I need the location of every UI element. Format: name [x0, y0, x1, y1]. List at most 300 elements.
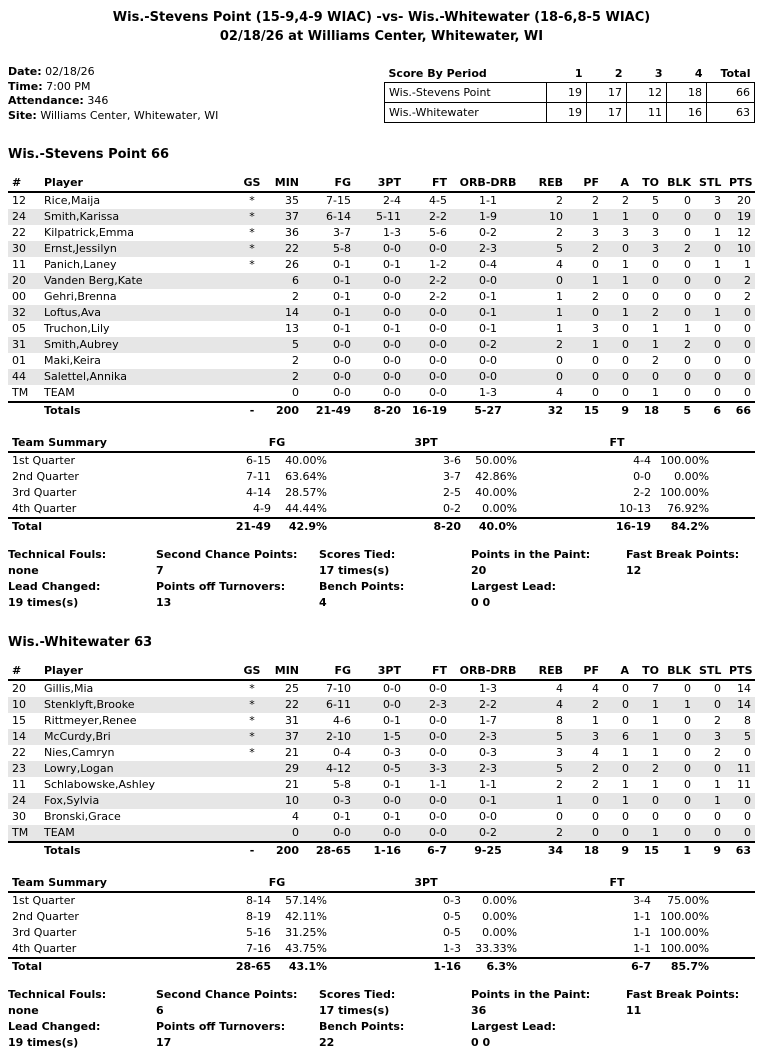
stat-cell: 0 [622, 714, 629, 727]
total-score: 63 [707, 103, 755, 123]
stat-cell: 1 [622, 746, 629, 759]
stat-cell: 11 [737, 778, 751, 791]
stat-cell: 1 [652, 322, 659, 335]
stat-cell: 2-3 [405, 697, 451, 713]
stat-cell: 1 [714, 258, 721, 271]
stat-cell: 0-0 [405, 337, 451, 353]
player-name: Nies,Camryn [44, 746, 115, 759]
player-row [8, 761, 755, 777]
period-score: 16 [667, 103, 707, 123]
column-header: BLK [663, 663, 695, 680]
stat-cell: 0 [567, 793, 603, 809]
stat-cell: 4 [556, 682, 563, 695]
summary-quarter-row [8, 469, 755, 485]
column-header: Player [40, 175, 239, 192]
stat-cell: 0 [265, 825, 303, 842]
stat-cell: 22 [12, 226, 26, 239]
summary-ft-header: FT [521, 875, 713, 892]
stat-cell: * [249, 258, 255, 271]
stat-cell: 0-3 [303, 793, 355, 809]
stat-cell: 37 [265, 209, 303, 225]
stat-cell: 0-0 [429, 322, 447, 335]
summary-spacer-cell [713, 501, 755, 518]
summary-row-label: Total [8, 958, 223, 975]
summary-fg-header: FG [223, 435, 331, 452]
summary-stat-cell: 1-16 [331, 958, 465, 975]
stat-cell: 0-0 [355, 305, 405, 321]
summary-row-label: 1st Quarter [12, 454, 76, 467]
stat-cell: 10 [525, 209, 567, 225]
totals-row [8, 842, 755, 859]
stat-cell: 1 [633, 825, 663, 842]
stat-cell: 0-0 [405, 793, 451, 809]
stat-cell: 0 [684, 682, 691, 695]
stat-cell [239, 321, 265, 337]
stat-cell: 0 [292, 386, 299, 399]
stat-cell: 0 [567, 369, 603, 385]
stat-cell: 13 [285, 322, 299, 335]
player-name: Maki,Keira [44, 354, 101, 367]
totals-cell: 21-49 [303, 402, 355, 419]
stat-cell: 0 [592, 386, 599, 399]
summary-stat-cell: 84.2% [655, 518, 713, 535]
stat-cell: 0 [714, 290, 721, 303]
stat-cell: 2-10 [303, 729, 355, 745]
stat-cell: 2 [744, 290, 751, 303]
totals-cell: 15 [567, 402, 603, 419]
stat-cell: 0 [633, 209, 663, 225]
stat-cell: 1 [652, 746, 659, 759]
summary-stat-cell: 4-4 [633, 454, 652, 467]
summary-stat-cell: 0.00% [482, 502, 518, 515]
stat-cell: 3 [633, 241, 663, 257]
stat-cell: 12 [737, 226, 751, 239]
player-row [8, 257, 755, 273]
stat-cell: 1 [695, 793, 725, 809]
stat-cell: 0 [714, 354, 721, 367]
summary-stat-cell: 75.00% [667, 894, 710, 907]
stat-cell: 0 [695, 369, 725, 385]
stat-cell: 0 [633, 793, 663, 809]
summary-stat-cell: 40.00% [475, 486, 518, 499]
player-name: Ernst,Jessilyn [40, 241, 239, 257]
stat-cell: 0 [744, 386, 751, 399]
summary-stat-cell: 0-2 [443, 502, 462, 515]
stat-cell: 1 [652, 386, 659, 399]
summary-stat-cell: 3-4 [633, 894, 652, 907]
totals-row [8, 402, 755, 419]
team-summary-header-row [8, 435, 755, 452]
points-in-paint-note: Points in the Paint: 36 [471, 988, 591, 1017]
stat-cell: 2 [663, 241, 695, 257]
player-row [8, 713, 755, 729]
stat-cell: 3 [592, 226, 599, 239]
score-row-home [385, 83, 755, 103]
stat-cell: 14 [725, 697, 755, 713]
summary-quarter-row [8, 925, 755, 941]
stat-cell: 1 [633, 337, 663, 353]
player-row [8, 273, 755, 289]
team-notes [8, 987, 755, 1051]
summary-stat-cell: 42.9% [275, 518, 331, 535]
summary-stat-cell: 100.00% [660, 942, 710, 955]
stat-cell: 10 [725, 241, 755, 257]
stat-cell: 12 [12, 194, 26, 207]
stat-cell: 19 [725, 209, 755, 225]
stat-cell: 0-1 [333, 258, 351, 271]
player-row [8, 209, 755, 225]
totals-cell: 200 [265, 402, 303, 419]
column-header: PF [567, 663, 603, 680]
points-in-paint-note: Points in the Paint: 20 [471, 548, 591, 577]
stat-cell: 1-1 [479, 194, 497, 207]
player-row [8, 729, 755, 745]
stat-cell: 20 [737, 194, 751, 207]
stat-cell: 0 [525, 369, 567, 385]
stat-cell: 21 [285, 778, 299, 791]
stat-cell: 1 [603, 305, 633, 321]
player-row [8, 192, 755, 209]
player-name: Rice,Maija [44, 194, 101, 207]
stat-cell: 0-0 [303, 337, 355, 353]
column-header: 3PT [355, 663, 405, 680]
stat-cell: 0-0 [429, 354, 447, 367]
box-score-table [8, 663, 755, 859]
player-row [8, 793, 755, 809]
summary-spacer-cell [713, 485, 755, 501]
team-name: Wis.-Stevens Point [385, 83, 547, 103]
notes-spacer [626, 579, 755, 611]
stat-cell: 0-0 [383, 354, 401, 367]
stat-cell: 4 [556, 258, 563, 271]
stat-cell: 0 [695, 273, 725, 289]
player-row [8, 241, 755, 257]
stat-cell: 0-0 [405, 729, 451, 745]
stat-cell: 20 [12, 682, 26, 695]
stat-cell: 0 [525, 273, 567, 289]
player-name: TEAM [40, 825, 239, 842]
summary-stat-cell: 85.7% [655, 958, 713, 975]
summary-row-label: 3rd Quarter [12, 486, 77, 499]
column-header: 3PT [355, 175, 405, 192]
stat-cell: 1-2 [429, 258, 447, 271]
date-value: 02/18/26 [45, 65, 95, 78]
summary-spacer-cell [713, 941, 755, 958]
scores-tied-note: Scores Tied: 17 times(s) [319, 548, 396, 577]
player-name: Vanden Berg,Kate [40, 273, 239, 289]
summary-stat-cell: 33.33% [475, 942, 518, 955]
stat-cell: 5-11 [355, 209, 405, 225]
column-header: STL [695, 663, 725, 680]
stat-cell: 0 [622, 322, 629, 335]
page-subtitle: 02/18/26 at Williams Center, Whitewater, WI [219, 29, 544, 44]
stat-cell: 2 [556, 194, 563, 207]
summary-stat-cell: 0.00% [482, 910, 518, 923]
totals-cell: 66 [725, 402, 755, 419]
summary-spacer [713, 435, 755, 452]
summary-stat-cell: 28.57% [285, 486, 328, 499]
totals-cell: 9-25 [451, 842, 525, 859]
stat-cell: 0-1 [303, 273, 355, 289]
stat-cell: 0 [714, 810, 721, 823]
stat-cell: 36 [285, 226, 299, 239]
player-row [8, 321, 755, 337]
summary-stat-cell: 40.0% [465, 518, 521, 535]
totals-cell: 1 [663, 842, 695, 859]
player-row [8, 697, 755, 713]
fast-break-points-note: Fast Break Points: 11 [626, 988, 740, 1017]
summary-stat-cell: 28-65 [223, 958, 275, 975]
column-header: FT [405, 663, 451, 680]
stat-cell: 2-3 [451, 761, 525, 777]
stat-cell: 2-2 [405, 273, 451, 289]
player-row [8, 337, 755, 353]
score-by-period-title: Score By Period [388, 67, 487, 80]
stat-cell: * [239, 697, 265, 713]
stat-cell: 2 [592, 194, 599, 207]
summary-stat-cell: 100.00% [660, 910, 710, 923]
stat-cell: 0 [592, 354, 599, 367]
stat-cell: 0-3 [383, 746, 401, 759]
stat-cell: 7-15 [326, 194, 351, 207]
totals-cell: 18 [567, 842, 603, 859]
stat-cell: 1 [714, 226, 721, 239]
summary-stat-cell: 31.25% [285, 926, 328, 939]
stat-cell: * [249, 226, 255, 239]
bench-points-note: Bench Points: 4 [319, 580, 405, 609]
stat-cell: 5 [525, 761, 567, 777]
stat-cell: 0 [663, 761, 695, 777]
stat-cell: 0-0 [405, 825, 451, 842]
stat-cell: 1 [525, 305, 567, 321]
column-header: TO [633, 175, 663, 192]
stat-cell: 0-1 [333, 810, 351, 823]
stat-cell: 0-0 [451, 369, 525, 385]
stat-cell: 0-0 [355, 697, 405, 713]
page-header [8, 0, 755, 46]
stat-cell: 0 [603, 241, 633, 257]
stat-cell: 11 [12, 258, 26, 271]
team-summary-body [8, 892, 755, 975]
stat-cell: 4-12 [303, 761, 355, 777]
player-row [8, 745, 755, 761]
stat-cell: 0-0 [479, 354, 497, 367]
stat-cell: 0-0 [355, 337, 405, 353]
team-summary-table [8, 435, 755, 535]
stat-cell: 0-0 [333, 354, 351, 367]
totals-cell: 34 [525, 842, 567, 859]
totals-cell: 6-7 [405, 842, 451, 859]
summary-spacer [713, 875, 755, 892]
stat-cell: 21 [285, 746, 299, 759]
totals-cell: 8-20 [355, 402, 405, 419]
stat-cell: 10 [8, 697, 40, 713]
totals-cell: 5 [663, 402, 695, 419]
stat-cell: 1 [684, 322, 691, 335]
stat-cell: 1-7 [479, 714, 497, 727]
summary-stat-cell: 100.00% [660, 926, 710, 939]
stat-cell [239, 793, 265, 809]
totals-cell: - [239, 402, 265, 419]
column-header: ORB-DRB [451, 175, 525, 192]
stat-cell: 2 [567, 697, 603, 713]
column-header: GS [239, 663, 265, 680]
player-name: Panich,Laney [44, 258, 117, 271]
stat-cell: 0 [684, 778, 691, 791]
summary-stat-cell: 0.00% [674, 470, 710, 483]
stat-cell: 0 [725, 305, 755, 321]
stat-cell: 7-10 [326, 682, 351, 695]
stat-cell: 0 [663, 209, 695, 225]
game-date-line [8, 65, 384, 80]
stat-cell: * [249, 194, 255, 207]
stat-cell: 0 [695, 761, 725, 777]
stat-cell: 2 [525, 825, 567, 842]
column-header: # [8, 663, 40, 680]
score-by-period-table [384, 65, 755, 123]
stat-cell: 0 [725, 337, 755, 353]
period-1-header: 1 [574, 67, 583, 80]
stat-cell: 0-0 [405, 241, 451, 257]
stat-cell: 4 [592, 682, 599, 695]
period-score: 17 [587, 83, 627, 103]
summary-stat-cell: 8-14 [246, 894, 271, 907]
summary-stat-cell: 1-3 [443, 942, 462, 955]
largest-lead-note: Largest Lead: 0 0 [471, 580, 556, 609]
stat-cell: 0 [714, 682, 721, 695]
stat-cell: 2-3 [451, 729, 525, 745]
summary-stat-cell: 100.00% [660, 486, 710, 499]
summary-spacer-cell [713, 909, 755, 925]
stat-cell: 3-3 [405, 761, 451, 777]
stat-cell [239, 289, 265, 305]
stat-cell: 44 [8, 369, 40, 385]
totals-cell: 6 [695, 402, 725, 419]
stat-cell: 0 [663, 729, 695, 745]
stat-cell: 25 [285, 682, 299, 695]
stat-cell: 0 [684, 746, 691, 759]
stat-cell: 0 [695, 241, 725, 257]
stat-cell: 1 [633, 729, 663, 745]
stat-cell: 0 [714, 322, 721, 335]
summary-stat-cell: 4-14 [246, 486, 271, 499]
stat-cell: 10 [265, 793, 303, 809]
summary-quarter-row [8, 941, 755, 958]
stat-cell: 0 [603, 369, 633, 385]
stat-cell: 24 [8, 793, 40, 809]
player-row [8, 369, 755, 385]
team-summary-table [8, 875, 755, 975]
summary-stat-cell: 1-1 [633, 942, 652, 955]
stat-cell: 24 [8, 209, 40, 225]
totals-cell: 9 [695, 842, 725, 859]
stat-cell: 4 [525, 697, 567, 713]
stat-cell: 0 [695, 697, 725, 713]
stat-cell: 5-6 [429, 226, 447, 239]
player-row [8, 305, 755, 321]
stat-cell: 3 [567, 729, 603, 745]
team-sections [8, 147, 755, 1051]
stat-cell: 0 [567, 825, 603, 842]
stat-cell: 0 [603, 697, 633, 713]
stat-cell [239, 761, 265, 777]
player-name: Loftus,Ava [40, 305, 239, 321]
stat-cell: 0-2 [451, 337, 525, 353]
summary-stat-cell: 44.44% [285, 502, 328, 515]
stat-cell: 22 [265, 697, 303, 713]
stat-cell: 0-0 [383, 682, 401, 695]
stat-cell: 14 [8, 729, 40, 745]
stat-cell: 0-0 [405, 305, 451, 321]
stat-cell: 0-0 [429, 386, 447, 399]
column-header: REB [525, 663, 567, 680]
stat-cell: * [239, 241, 265, 257]
summary-stat-cell: 0-5 [443, 910, 462, 923]
stat-cell: 3 [695, 729, 725, 745]
column-header: STL [695, 175, 725, 192]
summary-stat-cell: 42.11% [285, 910, 328, 923]
stat-cell: 2 [265, 369, 303, 385]
stat-cell: 3 [556, 746, 563, 759]
period-score: 19 [547, 103, 587, 123]
stat-cell: 0 [684, 354, 691, 367]
score-row-away [385, 103, 755, 123]
summary-row-label: 2nd Quarter [12, 470, 79, 483]
summary-row-label: 4th Quarter [12, 502, 77, 515]
stat-cell: 1-1 [479, 778, 497, 791]
stat-cell: 1-3 [479, 386, 497, 399]
stat-cell: 0-1 [333, 290, 351, 303]
stat-cell: 22 [265, 241, 303, 257]
stat-cell: 0 [684, 258, 691, 271]
stat-cell: 4-6 [333, 714, 351, 727]
stat-cell: 0-2 [451, 825, 525, 842]
stat-cell: 0 [592, 258, 599, 271]
totals-cell [8, 842, 40, 859]
time-value: 7:00 PM [46, 79, 91, 93]
stat-cell: 0 [725, 369, 755, 385]
player-name: Kilpatrick,Emma [44, 226, 134, 239]
stat-cell: 5 [265, 337, 303, 353]
summary-stat-cell: 7-11 [246, 470, 271, 483]
player-row [8, 825, 755, 842]
column-header: PF [567, 175, 603, 192]
largest-lead-note: Largest Lead: 0 0 [471, 1020, 556, 1049]
player-name: Stenklyft,Brooke [40, 697, 239, 713]
summary-stat-cell: 0-0 [633, 470, 652, 483]
stat-cell: 1 [592, 714, 599, 727]
period-score: 12 [627, 83, 667, 103]
game-attendance-line [8, 94, 384, 109]
stat-cell: 0 [663, 825, 695, 842]
stat-cell: 0-0 [355, 825, 405, 842]
team-summary-title: Team Summary [8, 875, 223, 892]
stat-cell: 37 [265, 729, 303, 745]
summary-stat-cell: 76.92% [667, 502, 710, 515]
summary-stat-cell: 8-20 [331, 518, 465, 535]
summary-spacer-cell [713, 469, 755, 485]
stat-cell: 5 [525, 241, 567, 257]
stat-cell: 0 [684, 386, 691, 399]
stat-cell: 2 [525, 337, 567, 353]
player-row [8, 289, 755, 305]
summary-quarter-row [8, 485, 755, 501]
stat-cell: 1 [695, 305, 725, 321]
team-section [8, 147, 755, 611]
stat-cell: 2 [652, 354, 659, 367]
date-label: Date: [8, 65, 42, 78]
column-header: Player [40, 663, 239, 680]
